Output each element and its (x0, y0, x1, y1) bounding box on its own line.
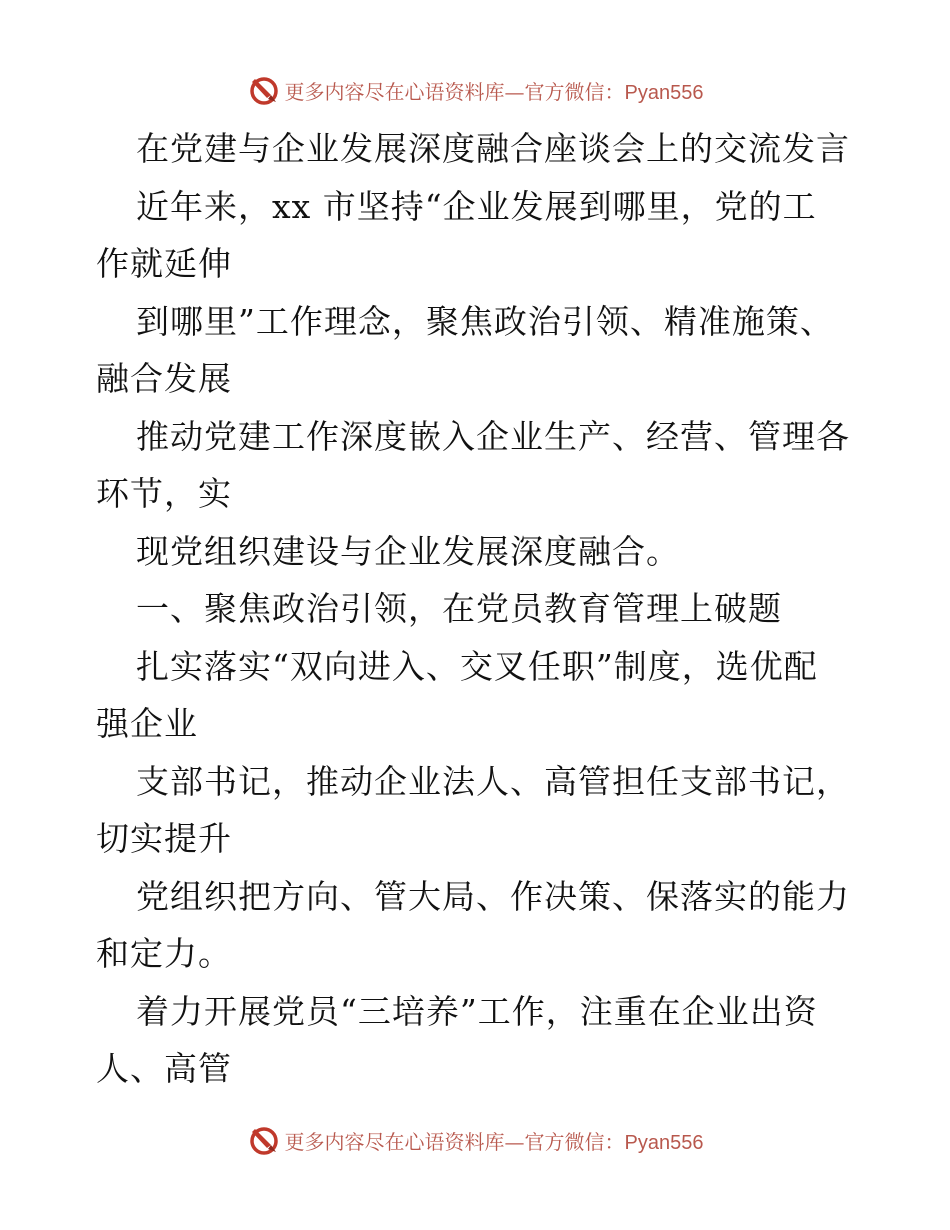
pen-nib-logo-icon (247, 1123, 281, 1157)
paragraph-line: 支部书记，推动企业法人、高管担任支部书记， (136, 761, 850, 801)
paragraph-line: 推动党建工作深度嵌入企业生产、经营、管理各 (136, 416, 850, 456)
paragraph-line: 切实提升 (96, 819, 232, 858)
paragraph-line: 到哪里”工作理念，聚焦政治引领、精准施策、 (136, 301, 834, 341)
paragraph-line: 环节，实 (96, 474, 232, 513)
paragraph-line: 扎实落实“双向进入、交叉任职”制度，选优配 (136, 646, 818, 686)
footer-banner[interactable] (0, 1120, 950, 1160)
paragraph-line: 近年来，xx 市坚持“企业发展到哪里，党的工 (136, 186, 817, 226)
paragraph-line: 着力开展党员“三培养”工作，注重在企业出资 (136, 991, 818, 1031)
header-banner-text: 更多内容尽在心语资料库—官方微信：Pyan556 (284, 79, 704, 104)
document-body (96, 120, 856, 1098)
paragraph-line: 和定力。 (96, 934, 232, 973)
header-wechat-id: Pyan556 (624, 81, 704, 104)
footer-wechat-id: Pyan556 (624, 1131, 704, 1154)
document-title: 在党建与企业发展深度融合座谈会上的交流发言 (136, 129, 850, 168)
paragraph-line: 融合发展 (96, 359, 232, 398)
paragraph-line: 党组织把方向、管大局、作决策、保落实的能力 (136, 876, 850, 916)
paragraph-line: 强企业 (96, 704, 198, 743)
header-banner[interactable] (0, 70, 950, 110)
paragraph-line: 现党组织建设与企业发展深度融合。 (136, 531, 680, 571)
paragraph-line: 作就延伸 (96, 244, 232, 283)
paragraph-line: 人、高管 (96, 1049, 232, 1088)
footer-banner-text: 更多内容尽在心语资料库—官方微信：Pyan556 (284, 1129, 704, 1154)
section-heading: 一、聚焦政治引领，在党员教育管理上破题 (136, 589, 782, 628)
pen-nib-logo-icon (247, 73, 281, 107)
